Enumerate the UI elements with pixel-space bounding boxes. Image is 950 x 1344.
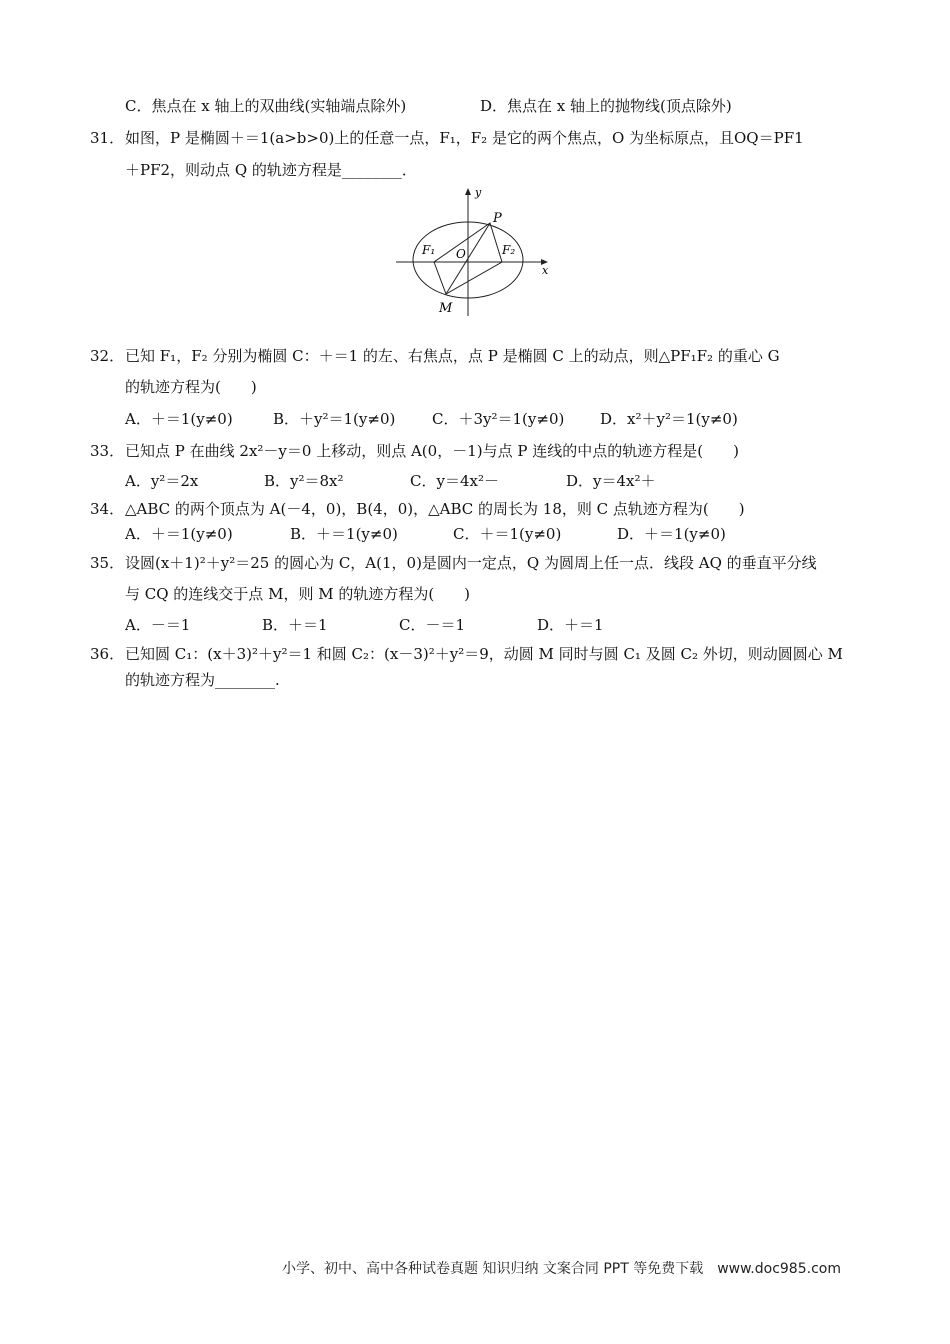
q33-option-b: B．y²＝8x²	[264, 472, 344, 490]
q35-stem-line2: 与 CQ 的连线交于点 M，则 M 的轨迹方程为( )	[125, 585, 471, 603]
q31-stem-line1: 如图，P 是椭圆＋＝1(a>b>0)上的任意一点，F₁，F₂ 是它的两个焦点，O 为坐标原点，且OQ＝PF1	[125, 129, 804, 147]
q34-option-c: C．＋＝1(y≠0)	[453, 525, 562, 543]
label-y: y	[475, 186, 482, 199]
label-x: x	[542, 264, 549, 277]
q34-option-b: B．＋＝1(y≠0)	[290, 525, 398, 543]
q32-stem-line2: 的轨迹方程为( )	[125, 378, 257, 396]
q34-number: 34．	[90, 500, 125, 518]
q32-option-c: C．＋3y²＝1(y≠0)	[432, 410, 565, 428]
q31-ellipse-figure	[392, 186, 560, 318]
label-f1: F₁	[422, 243, 436, 257]
q33-stem-line1: 已知点 P 在曲线 2x²－y＝0 上移动，则点 A(0，－1)与点 P 连线的中点的轨迹方程是( )	[125, 442, 739, 460]
q30-option-d: D．焦点在 x 轴上的抛物线(顶点除外)	[480, 97, 732, 115]
q34-option-a: A．＋＝1(y≠0)	[125, 525, 233, 543]
q32-option-b: B．＋y²＝1(y≠0)	[273, 410, 396, 428]
q34-option-d: D．＋＝1(y≠0)	[617, 525, 726, 543]
q33-option-d: D．y＝4x²＋	[566, 472, 656, 490]
q36-stem-line1: 已知圆 C₁：(x＋3)²＋y²＝1 和圆 C₂：(x－3)²＋y²＝9，动圆 M 同时与圆 C₁ 及圆 C₂ 外切，则动圆圆心 M	[125, 645, 843, 663]
q35-option-c: C．－＝1	[399, 616, 466, 634]
q32-option-a: A．＋＝1(y≠0)	[125, 410, 233, 428]
q32-stem-line1: 已知 F₁，F₂ 分别为椭圆 C：＋＝1 的左、右焦点，点 P 是椭圆 C 上的动点，则△PF₁F₂ 的重心 G	[125, 347, 780, 365]
q31-stem-line2: ＋PF2，则动点 Q 的轨迹方程是________．	[125, 161, 417, 179]
q32-option-d: D．x²＋y²＝1(y≠0)	[600, 410, 738, 428]
label-p: P	[493, 211, 502, 226]
q33-option-a: A．y²＝2x	[125, 472, 199, 490]
label-f2: F₂	[502, 243, 516, 257]
label-o: O	[456, 247, 466, 261]
q33-option-c: C．y＝4x²－	[410, 472, 499, 490]
q33-number: 33．	[90, 442, 125, 460]
q35-stem-line1: 设圆(x＋1)²＋y²＝25 的圆心为 C，A(1，0)是圆内一定点，Q 为圆周上任一点．线段 AQ 的垂直平分线	[125, 554, 817, 572]
q35-option-b: B．＋＝1	[262, 616, 328, 634]
q34-stem-line1: △ABC 的两个顶点为 A(－4，0)，B(4，0)，△ABC 的周长为 18，则 C 点轨迹方程为( )	[125, 500, 745, 518]
q35-option-d: D．＋＝1	[537, 616, 604, 634]
q36-number: 36．	[90, 645, 125, 663]
q35-number: 35．	[90, 554, 125, 572]
y-axis-arrow	[465, 188, 471, 195]
q35-option-a: A．－＝1	[125, 616, 191, 634]
page-footer: 小学、初中、高中各种试卷真题 知识归纳 文案合同 PPT 等免费下载 www.doc985.com	[282, 1261, 841, 1277]
q31-number: 31．	[90, 129, 125, 147]
label-m: M	[439, 301, 453, 316]
q36-stem-line2: 的轨迹方程为________.	[125, 671, 280, 689]
q32-number: 32．	[90, 347, 125, 365]
q30-option-c: C．焦点在 x 轴上的双曲线(实轴端点除外)	[125, 97, 407, 115]
